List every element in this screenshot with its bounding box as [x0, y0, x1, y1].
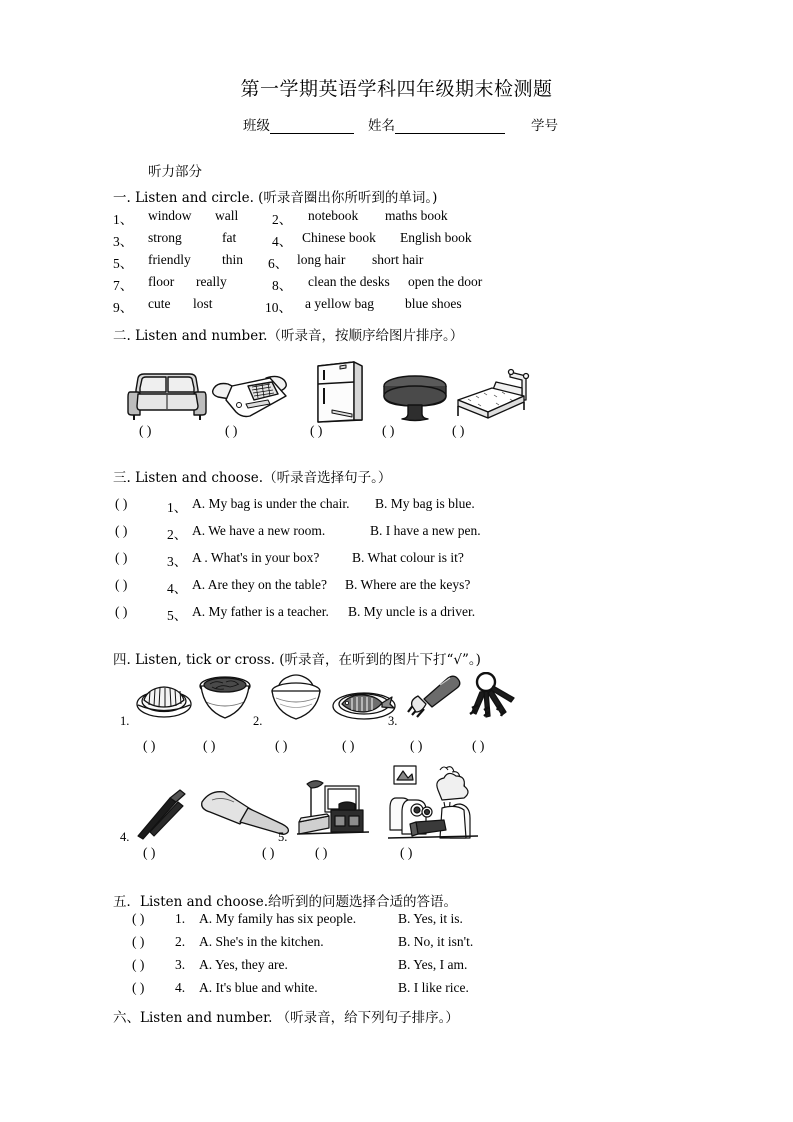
- s1-row1-word-d[interactable]: maths book: [385, 208, 448, 223]
- s1-row1-num2: 2、: [272, 212, 293, 227]
- picture-chopsticks: [130, 780, 200, 842]
- s5-item4-option-b[interactable]: B. I like rice.: [398, 980, 469, 995]
- s1-row1-word-b[interactable]: wall: [215, 208, 239, 223]
- s4-paren-2b[interactable]: ( ): [342, 738, 355, 753]
- s1-row2-word-c[interactable]: Chinese book: [302, 230, 376, 245]
- section-6-heading: 六、Listen and number. （听录音，给下列句子排序。）: [113, 1010, 459, 1026]
- s4-group3-number: 3.: [388, 714, 398, 728]
- s3-item2-num: 2、: [167, 527, 188, 542]
- s3-item5-option-b[interactable]: B. My uncle is a driver.: [348, 604, 476, 619]
- picture-telephone: [208, 370, 292, 424]
- s1-row5-word-b[interactable]: lost: [193, 296, 213, 311]
- s3-item3-option-a[interactable]: A . What's in your box?: [192, 550, 320, 565]
- section-1-heading: 一. Listen and circle. (听录音圈出你所听到的单词。): [113, 190, 438, 206]
- s1-row1-num1: 1、: [113, 212, 134, 227]
- s3-item4-option-a[interactable]: A. Are they on the table?: [192, 577, 327, 592]
- s1-row3-word-d[interactable]: short hair: [372, 252, 424, 267]
- listening-part-heading: 听力部分: [148, 164, 202, 180]
- s1-row1-word-a[interactable]: window: [148, 208, 192, 223]
- picture-fridge: [308, 358, 368, 426]
- s5-item4-mark[interactable]: ( ): [132, 980, 145, 995]
- name-blank[interactable]: [395, 119, 505, 134]
- s5-item1-mark[interactable]: ( ): [132, 911, 145, 926]
- s4-group1-number: 1.: [120, 714, 130, 728]
- s3-item1-option-a[interactable]: A. My bag is under the chair.: [192, 496, 350, 511]
- s3-item2-option-a[interactable]: A. We have a new room.: [192, 523, 326, 538]
- s1-row1-word-c[interactable]: notebook: [308, 208, 359, 223]
- section-2-heading: 二. Listen and number.（听录音，按顺序给图片排序。）: [113, 328, 464, 344]
- s3-item3-num: 3、: [167, 554, 188, 569]
- s3-item4-mark[interactable]: ( ): [115, 577, 128, 592]
- s5-item1-option-a[interactable]: A. My family has six people.: [199, 911, 357, 926]
- s1-row3-word-c[interactable]: long hair: [297, 252, 346, 267]
- s5-item2-num: 2.: [175, 934, 186, 949]
- s3-item1-option-b[interactable]: B. My bag is blue.: [375, 496, 475, 511]
- s4-paren-1b[interactable]: ( ): [203, 738, 216, 753]
- s5-item4-num: 4.: [175, 980, 186, 995]
- number-label: 学号: [531, 118, 558, 134]
- section-5-heading: 五．Listen and choose.给听到的问题选择合适的答语。: [113, 894, 458, 910]
- s4-paren-4b[interactable]: ( ): [262, 845, 275, 860]
- s5-item3-option-b[interactable]: B. Yes, I am.: [398, 957, 468, 972]
- s3-item3-mark[interactable]: ( ): [115, 550, 128, 565]
- s2-answer-paren-4[interactable]: ( ): [382, 423, 395, 438]
- s4-paren-1a[interactable]: ( ): [143, 738, 156, 753]
- s4-paren-5b[interactable]: ( ): [400, 845, 413, 860]
- s3-item4-option-b[interactable]: B. Where are the keys?: [345, 577, 471, 592]
- s1-row5-num2: 10、: [265, 300, 292, 315]
- s1-row2-word-a[interactable]: strong: [148, 230, 182, 245]
- s3-item5-num: 5、: [167, 608, 188, 623]
- section-3-heading: 三. Listen and choose.（听录音选择句子。）: [113, 470, 392, 486]
- s1-row4-num1: 7、: [113, 278, 134, 293]
- s5-item2-mark[interactable]: ( ): [132, 934, 145, 949]
- s5-item3-mark[interactable]: ( ): [132, 957, 145, 972]
- class-blank[interactable]: [270, 119, 354, 134]
- s3-item1-mark[interactable]: ( ): [115, 496, 128, 511]
- s4-paren-2a[interactable]: ( ): [275, 738, 288, 753]
- s5-item3-option-a[interactable]: A. Yes, they are.: [199, 957, 288, 972]
- s3-item5-option-a[interactable]: A. My father is a teacher.: [192, 604, 329, 619]
- s1-row2-num2: 4、: [272, 234, 293, 249]
- s1-row5-num1: 9、: [113, 300, 134, 315]
- s1-row4-word-d[interactable]: open the door: [408, 274, 483, 289]
- s3-item3-option-b[interactable]: B. What colour is it?: [352, 550, 464, 565]
- picture-knife: [196, 780, 296, 836]
- picture-study-room: [295, 772, 371, 844]
- picture-sofa: [124, 368, 210, 424]
- s4-paren-4a[interactable]: ( ): [143, 845, 156, 860]
- s4-paren-3a[interactable]: ( ): [410, 738, 423, 753]
- student-id-line: [243, 114, 558, 134]
- s1-row3-num1: 5、: [113, 256, 134, 271]
- s3-item1-num: 1、: [167, 500, 188, 515]
- s1-row2-word-d[interactable]: English book: [400, 230, 472, 245]
- s1-row2-num1: 3、: [113, 234, 134, 249]
- s2-answer-paren-2[interactable]: ( ): [225, 423, 238, 438]
- s1-row4-word-c[interactable]: clean the desks: [308, 274, 390, 289]
- s4-group2-number: 2.: [253, 714, 263, 728]
- s1-row5-word-d[interactable]: blue shoes: [405, 296, 462, 311]
- s1-row5-word-a[interactable]: cute: [148, 296, 171, 311]
- s1-row3-word-b[interactable]: thin: [222, 252, 244, 267]
- s1-row4-num2: 8、: [272, 278, 293, 293]
- s4-group5-number: 5.: [278, 830, 288, 844]
- picture-fork: [404, 672, 466, 720]
- s5-item1-num: 1.: [175, 911, 186, 926]
- s1-row3-num2: 6、: [268, 256, 289, 271]
- s3-item2-mark[interactable]: ( ): [115, 523, 128, 538]
- s1-row2-word-b[interactable]: fat: [222, 230, 237, 245]
- s4-paren-5a[interactable]: ( ): [315, 845, 328, 860]
- picture-keys: [466, 672, 524, 722]
- picture-bread-plate: [134, 678, 194, 722]
- s2-answer-paren-5[interactable]: ( ): [452, 423, 465, 438]
- s5-item3-num: 3.: [175, 957, 186, 972]
- picture-noodle-bowl: [196, 672, 254, 722]
- picture-rice-bowl: [268, 672, 324, 722]
- s4-group4-number: 4.: [120, 830, 130, 844]
- s5-item2-option-a[interactable]: A. She's in the kitchen.: [199, 934, 324, 949]
- page-title: 第一学期英语学科四年级期末检测题: [240, 78, 553, 100]
- s1-row4-word-b[interactable]: really: [196, 274, 227, 289]
- s1-row4-word-a[interactable]: floor: [148, 274, 175, 289]
- class-label: 班级: [243, 118, 270, 134]
- s2-answer-paren-3[interactable]: ( ): [310, 423, 323, 438]
- s5-item4-option-a[interactable]: A. It's blue and white.: [199, 980, 318, 995]
- name-label: 姓名: [368, 118, 395, 134]
- s4-paren-3b[interactable]: ( ): [472, 738, 485, 753]
- s1-row3-word-a[interactable]: friendly: [148, 252, 191, 267]
- s5-item1-option-b[interactable]: B. Yes, it is.: [398, 911, 463, 926]
- picture-living-room: [386, 764, 480, 844]
- s3-item5-mark[interactable]: ( ): [115, 604, 128, 619]
- s2-answer-paren-1[interactable]: ( ): [139, 423, 152, 438]
- s5-item2-option-b[interactable]: B. No, it isn't.: [398, 934, 474, 949]
- section-4-heading: 四. Listen, tick or cross. (听录音，在听到的图片下打“√”。): [113, 652, 481, 668]
- s1-row5-word-c[interactable]: a yellow bag: [305, 296, 374, 311]
- s3-item2-option-b[interactable]: B. I have a new pen.: [370, 523, 481, 538]
- s3-item4-num: 4、: [167, 581, 188, 596]
- picture-bed: [452, 366, 532, 424]
- picture-table: [378, 372, 452, 424]
